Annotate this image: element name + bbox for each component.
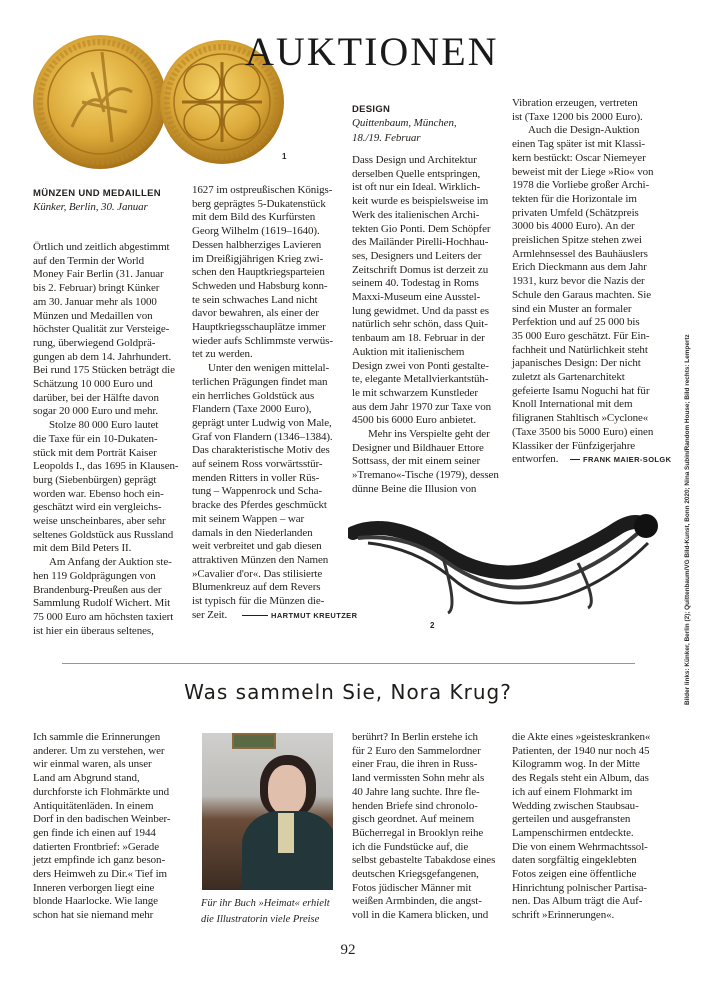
paragraph: berührt? In Berlin erstehe ich für 2 Euro den Sammelordner einer Frau, die ihren in Russ- land vermissten Sohn mehr als 40 Jahre lang suchte. Ihre fle- henden Briefe sind chronolo- gisch geordnet. Auf meinem Bücherregal in Brooklyn reihe ich die Fundstücke auf, die selbst gebastelte Tabakdose eines deutschen Kriegsgefangenen, Fotos jüdischer Männer mit weißen Armbinden, die angst- voll in die Kamera blicken, und — [352, 731, 496, 922]
nora-krug-portrait-photo — [202, 733, 333, 890]
interview-col1 — [33, 731, 193, 923]
paragraph: Stolze 80 000 Euro lautet die Taxe für ein 10-Dukaten- stück mit dem Porträt Kaiser Leopolds I., das 1695 in Klausen- burg (Siebenbürgen) geprägt worden war. Ebenso hoch ein- geschätzt wird ein vergleichs- weise unscheinbares, aber sehr seltenes Goldstück aus Russland mit dem Bild Peters II. — [33, 419, 179, 555]
design-article-col4 — [512, 97, 672, 467]
page-number: 92 — [340, 942, 356, 958]
design-kicker: DESIGN — [352, 104, 391, 115]
paragraph: Örtlich und zeitlich abgestimmt auf den Termin der World Money Fair Berlin (31. Januar bis 2. Februar) bringt Künker am 30. Januar mehr als 1000 Münzen und Medaillen von höchster Qualität zur Versteige- rung, überwiegend Goldprä- gungen ab dem 14. Jahrhundert. Bei rund 175 Stücken beträgt die Schätzung 10 000 Euro und darüber, bei der Hälfte davon sogar 20 000 Euro und mehr. — [33, 241, 175, 418]
author-byline: HARTMUT KREUTZER — [271, 610, 358, 620]
photo-caption: Für ihr Buch »Heimat« erhielt die Illustratorin viele Preise — [201, 898, 330, 925]
interview-heading: Was sammeln Sie, Nora Krug? — [184, 680, 512, 704]
paragraph: Mehr ins Verspielte geht der Designer und Bildhauer Ettore Sottsass, der mit einem seiner »Tremano«-Tische (1979), dessen dünne Beine die Illusion von — [352, 428, 499, 495]
rio-chaise-longue-image — [348, 488, 668, 618]
author-byline: FRANK MAIER-SOLGK — [583, 455, 672, 465]
paragraph: Dass Design und Architektur derselben Quelle entspringen, ist oft nur ein Ideal. Wirklich- keit wurde es beispielsweise im Werk des italienischen Archi- tekten Gio Ponti. Dem Schöpfer des Mailänder Pirelli-Hochhau- ses, Designers und Leiters der Zeitschrift Domus ist derzeit zu seinem 40. Todestag in Roms Maxxi-Museum eine Ausstel- lung gewidmet. Und da passt es natürlich sehr schön, dass Quit- tenbaum am 18. Februar in der Auktion mit italienischem Design zwei von Ponti gestalte- te, elegante Metallvierkantstüh- le mit schwarzem Kunstleder aus dem Jahr 1970 zur Taxe von 4500 bis 6000 Euro anbietet. — [352, 154, 491, 427]
interview-col3 — [352, 731, 512, 923]
paragraph: Auch die Design-Auktion einen Tag später ist mit Klassi- kern bestückt: Oscar Niemeyer beweist mit der Liege »Rio« von 1978 die Vorliebe großer Archi- tekten für die Horizontale im privaten Umfeld (Schätzpreis 3000 bis 4000 Euro). An der preislichen Spitze stehen zwei Armlehnsessel des Bauhäuslers Erich Dieckmann aus dem Jahr 1931, kurz bevor die Nazis der Schule den Garaus machten. Sie sind ein Muster an formaler Perfektion und auf 25 000 bis 35 000 Euro geschätzt. Für Ein- fachheit und Natürlichkeit steht japanisches Design: Der nicht zuletzt als Gartenarchitekt gefeierte Isamu Noguchi hat für Knoll International mit dem filigranen Stahltisch »Cyclone« (Taxe 3500 bis 5000 Euro) einen Klassiker der Fünfzigerjahre entworfen. — [512, 124, 654, 466]
coins-article-col2 — [192, 184, 358, 623]
coins-kicker: MÜNZEN UND MEDAILLEN — [33, 188, 161, 199]
section-divider — [62, 663, 635, 664]
design-subtitle: Quittenbaum, München, 18./19. Februar — [352, 117, 457, 144]
design-article-col3 — [352, 103, 512, 497]
paragraph: Vibration erzeugen, vertreten ist (Taxe 1200 bis 2000 Euro). — [512, 97, 643, 123]
paragraph: Ich sammle die Erinnerungen anderer. Um zu verstehen, wer wir einmal waren, als unser Land am Abgrund stand, durchforste ich Flohmärkte und Antiquitätenläden. In einem Dorf in den badischen Weinber- gen finde ich einen auf 1944 datierten Frontbrief: »Gerade jetzt empfinde ich ganz beson- ders Heimweh zu Dir.« Tief im Inneren verborgen liegt eine blonde Haarlocke. Wie lange schon hat sie niemand mehr — [33, 731, 171, 922]
paragraph: Unter den wenigen mittelal- terlichen Prägungen findet man ein herrliches Goldstück aus Flandern (Taxe 2000 Euro), geprägt unter Ludwig von Male, Graf von Flandern (1346–1384). Das charakteristische Motiv des auf seinem Ross vorwärtsstür- menden Ritters in voller Rüs- tung – Wappenrock und Scha- bracke des Pferdes geschmückt mit seinem Wappen – war damals in den Niederlanden weit verbreitet und gab diesen attraktiven Münzen den Namen »Cavalier d'or«. Das stilisierte Blumenkreuz auf dem Revers ist typisch für die Münzen die- ser Zeit. — [192, 362, 333, 621]
figure-number-1: 1 — [282, 152, 287, 161]
figure-number-2: 2 — [430, 621, 435, 630]
coins-article-col1 — [33, 187, 193, 638]
coins-subtitle: Künker, Berlin, 30. Januar — [33, 201, 148, 213]
paragraph: Am Anfang der Auktion ste- hen 119 Goldprägungen von Brandenburg-Preußen aus der Sammlung Rudolf Wichert. Mit 75 000 Euro am höchsten taxiert ist hier ein überaus seltenes, — [33, 556, 174, 637]
interview-col4 — [512, 731, 672, 923]
photo-credits: Bilder links: Künker, Berlin (2); Quittenbaum/VG Bild-Kunst, Bonn 2020; Nina Subin/Random House; Bild rechts: Lempertz — [684, 334, 691, 705]
section-title: AUKTIONEN — [245, 29, 499, 74]
paragraph: 1627 im ostpreußischen Königs- berg geprägtes 5-Dukatenstück mit dem Bild des Kurfürsten Georg Wilhelm (1619–1640). Dessen halbherziges Lavieren im Dreißigjährigen Krieg zwi- schen den Hauptkriegsparteien Schweden und Habsburg konn- te sein schwaches Land nicht davor bewahren, als einer der Hauptkriegsschauplätze immer wieder aufs Schlimmste verwüs- tet zu werden. — [192, 184, 333, 361]
coin-obverse — [33, 35, 167, 169]
paragraph: die Akte eines »geisteskranken« Patienten, der 1940 nur noch 45 Kilogramm wog. In der Mitte des Regals steht ein Album, das ich auf einem Flohmarkt im Wedding zwischen Staubsau- gerteilen und ausgefransten Lampenschirmen entdeckte. Die von einem Wehrmachtssol- daten sorgfältig eingeklebten Fotos zeigen eine öffentliche Hinrichtung polnischer Partisa- nen. Das Album trägt die Auf- schrift »Erinnerungen«. — [512, 731, 651, 922]
